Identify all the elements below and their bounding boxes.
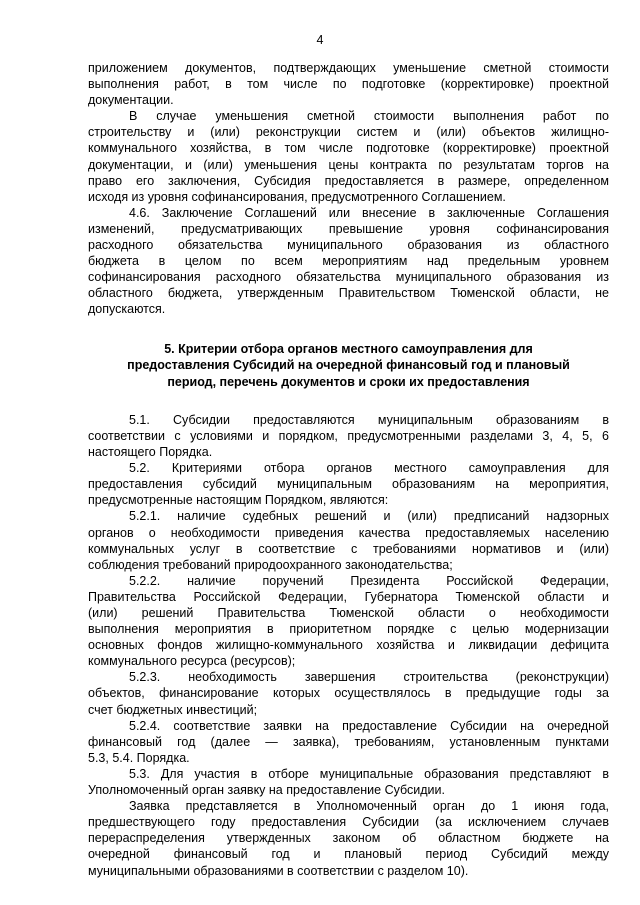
paragraph-line: приложением документов, подтверждающих уменьшение сметной стоимости — [88, 61, 609, 75]
paragraph-line: право его заключения, Субсидия предоставляется в размере, определенном — [88, 173, 609, 188]
paragraph-line: областного бюджета, утвержденным Правительством Тюменской области, не — [88, 286, 609, 301]
paragraph — [88, 573, 609, 670]
paragraph — [88, 108, 609, 205]
paragraph — [88, 718, 609, 766]
document-body — [88, 60, 609, 879]
paragraph-line: 4.6. Заключение Соглашений или внесение в заключенные Соглашения — [129, 205, 609, 220]
paragraph-line: строительству и (или) реконструкции систем и (или) объектов жилищно- — [88, 125, 609, 140]
paragraph-line: перераспределения утвержденных законом об областном бюджете на — [88, 831, 609, 846]
paragraph-line: 5.2.2. наличие поручений Президента Российской Федерации, — [129, 573, 609, 588]
paragraph-line: бюджета в целом по всем мероприятиям над предельным уровнем — [88, 254, 609, 269]
paragraph-line: документации, и (или) уменьшения цены контракта по результатам торгов на — [88, 157, 609, 172]
paragraph-line: выполнения работ, в том числе по подготовке (корректировке) проектной — [88, 77, 609, 92]
paragraph-line: органов о необходимости приведения качества предоставляемых населению — [88, 525, 609, 540]
paragraph-line: 5.3. Для участия в отборе муниципальные образования представляют в — [129, 766, 609, 781]
page-number: 4 — [316, 33, 324, 47]
paragraph-line: очередной финансовый год и плановый период Субсидий между — [88, 847, 609, 862]
paragraph — [88, 766, 609, 798]
paragraph — [88, 798, 609, 878]
paragraph-line: Заявка представляется в Уполномоченный орган до 1 июня года, — [129, 799, 609, 814]
paragraph-line: соответствии с условиями и порядком, предусмотренными разделами 3, 4, 5, 6 — [88, 428, 609, 443]
paragraph-line: предусмотренные настоящим Порядком, являются: — [88, 493, 389, 508]
paragraph-line: 5.3, 5.4. Порядка. — [88, 750, 190, 765]
paragraph-line: (или) решений Правительства Тюменской области о необходимости — [88, 606, 609, 621]
paragraph-line: муниципальными образованиями в соответствии с разделом 10). — [88, 863, 469, 878]
paragraph-line: предоставления субсидий муниципальным образованиям на мероприятия, — [88, 477, 609, 492]
heading-line: предоставления Субсидий на очередной финансовый год и плановый — [127, 358, 570, 373]
paragraph — [88, 412, 609, 460]
paragraph-line: коммунального ресурса (ресурсов); — [88, 654, 296, 669]
paragraph-line: основных фондов жилищно-коммунального хозяйства и ликвидации дефицита — [88, 638, 609, 653]
paragraph — [88, 460, 609, 508]
paragraph — [88, 205, 609, 318]
paragraph-line: предшествующего году предоставления Субсидии (за исключением случаев — [88, 815, 609, 830]
paragraph-line: 5.2.3. необходимость завершения строительства (реконструкции) — [129, 670, 609, 685]
paragraph-line: объектов, финансирование которых осуществлялось в предыдущие годы за — [88, 686, 609, 701]
paragraph-line: Уполномоченный орган заявку на предоставление Субсидии. — [88, 783, 445, 798]
paragraph-line: документации. — [88, 93, 174, 108]
paragraph-line: Правительства Российской Федерации, Губернатора Тюменской области и — [88, 589, 609, 604]
paragraph-line: 5.2. Критериями отбора органов местного самоуправления для — [129, 461, 609, 476]
paragraph-line: коммунального хозяйства, в том числе подготовке (корректировке) проектной — [88, 141, 609, 156]
paragraph-line: изменений, предусматривающих превышение уровня софинансирования — [88, 221, 609, 236]
paragraph-line: настоящего Порядка. — [88, 445, 213, 460]
paragraph-line: соблюдения требований природоохранного законодательства; — [88, 557, 453, 572]
heading-line: период, перечень документов и сроки их предоставления — [167, 375, 530, 390]
paragraph-line: расходного обязательства муниципального образования из областного — [88, 238, 609, 253]
paragraph — [88, 669, 609, 717]
paragraph-line: 5.2.4. соответствие заявки на предоставление Субсидии на очередной — [129, 718, 609, 733]
heading-line: 5. Критерии отбора органов местного самоуправления для — [164, 341, 533, 356]
paragraph — [88, 60, 609, 108]
paragraph — [88, 508, 609, 572]
paragraph-line: исходя из уровня софинансирования, предусмотренного Соглашением. — [88, 189, 506, 204]
paragraph-line: допускаются. — [88, 302, 166, 317]
paragraph-line: финансовый год (далее — заявка), требованиям, установленным пунктами — [88, 734, 609, 749]
paragraph-line: счет бюджетных инвестиций; — [88, 702, 258, 717]
paragraph-line: коммунальных услуг в соответствие с требованиями нормативов и (или) — [88, 541, 609, 556]
paragraph-line: выполнения мероприятия в приоритетном порядке с целью модернизации — [88, 622, 609, 637]
paragraph-line: 5.2.1. наличие судебных решений и (или) предписаний надзорных — [129, 509, 609, 524]
paragraph-line: софинансирования расходного обязательства муниципального образования из — [88, 270, 609, 285]
section-heading — [88, 341, 609, 391]
paragraph-line: В случае уменьшения сметной стоимости выполнения работ по — [129, 109, 609, 124]
paragraph-line: 5.1. Субсидии предоставляются муниципальным образованиям в — [129, 412, 609, 427]
